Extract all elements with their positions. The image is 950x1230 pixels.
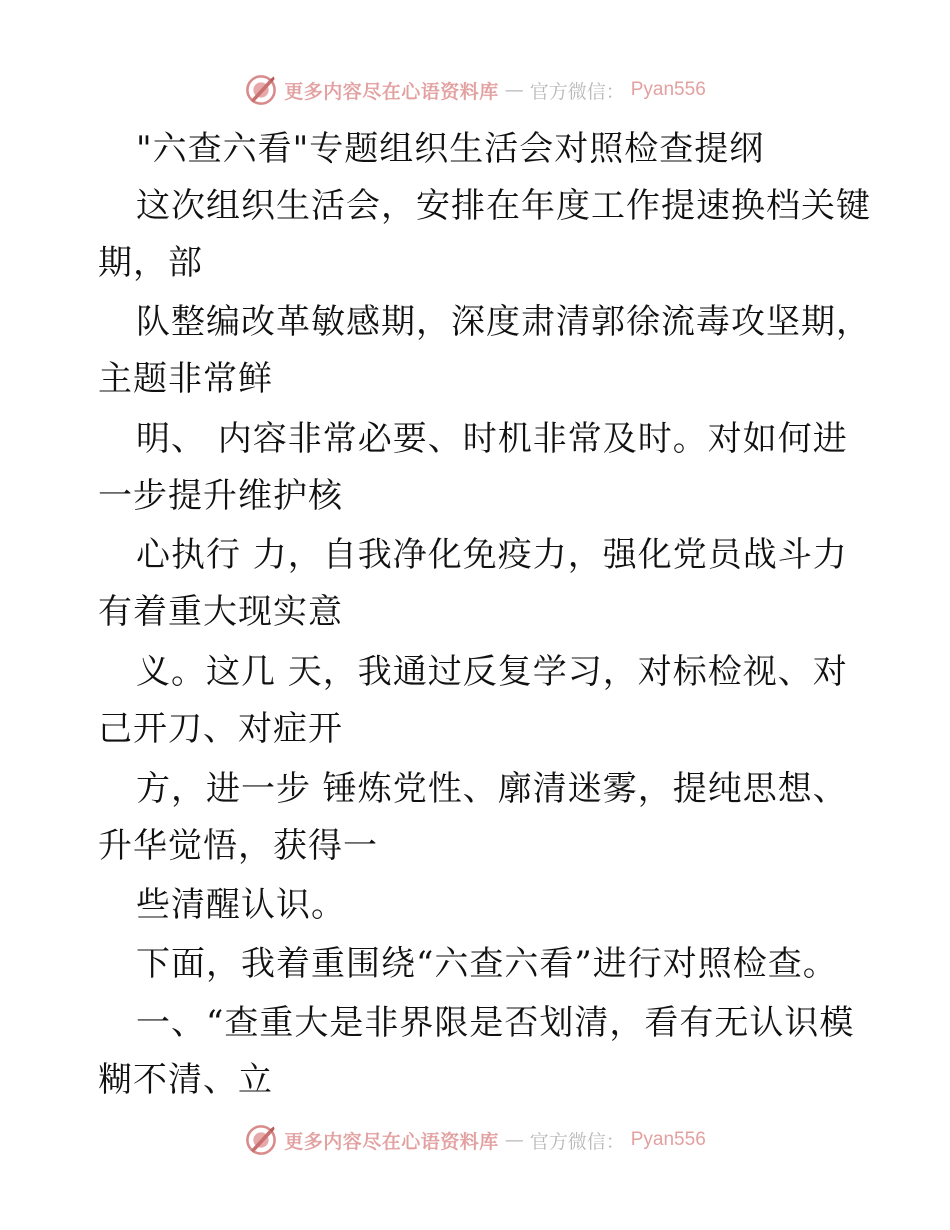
paragraph-line: 升华觉悟，获得一 bbox=[98, 826, 378, 866]
paragraph-line: 明、 内容非常必要、时机非常及时。对如何进 bbox=[136, 419, 848, 459]
paragraph-line: 主题非常鲜 bbox=[98, 359, 273, 399]
footer-wechat-id: Pyan556 bbox=[630, 1129, 706, 1150]
footer-wechat-label: 官方微信： bbox=[529, 1130, 625, 1153]
header-site-text: 更多内容尽在心语资料库 bbox=[284, 80, 499, 103]
paragraph-line: 方，进一步 锤炼党性、廓清迷雾，提纯思想、 bbox=[136, 769, 848, 809]
footer-watermark bbox=[0, 1120, 950, 1160]
header-wechat-label: 官方微信： bbox=[529, 80, 625, 103]
pen-logo-icon bbox=[244, 1123, 278, 1157]
header-wechat-id: Pyan556 bbox=[630, 79, 706, 100]
paragraph-line: 队整编改革敏感期，深度肃清郭徐流毒攻坚期， bbox=[136, 302, 871, 342]
header-dash: — bbox=[504, 79, 524, 101]
header-watermark bbox=[0, 70, 950, 110]
paragraph-line: 这次组织生活会，安排在年度工作提速换档关键 bbox=[136, 186, 871, 226]
paragraph-line: 糊不清、立 bbox=[98, 1060, 273, 1100]
paragraph-line: 期，部 bbox=[98, 243, 203, 283]
paragraph-line: 有着重大现实意 bbox=[98, 592, 343, 632]
paragraph-line: 一、“查重大是非界限是否划清，看有无认识模 bbox=[136, 1003, 855, 1043]
footer-dash: — bbox=[504, 1129, 524, 1151]
document-title: "六查六看"专题组织生活会对照检查提纲 bbox=[136, 129, 765, 169]
footer-site-text: 更多内容尽在心语资料库 bbox=[284, 1130, 499, 1153]
paragraph-line: 下面，我着重围绕“六查六看”进行对照检查。 bbox=[136, 944, 838, 984]
paragraph-line: 心执行 力，自我净化免疫力，强化党员战斗力 bbox=[136, 535, 848, 575]
paragraph-line: 义。这几 天，我通过反复学习，对标检视、对 bbox=[136, 652, 848, 692]
paragraph-line: 一步提升维护核 bbox=[98, 476, 343, 516]
paragraph-line: 己开刀、对症开 bbox=[98, 709, 343, 749]
paragraph-line: 些清醒认识。 bbox=[136, 885, 346, 925]
pen-logo-icon bbox=[244, 73, 278, 107]
